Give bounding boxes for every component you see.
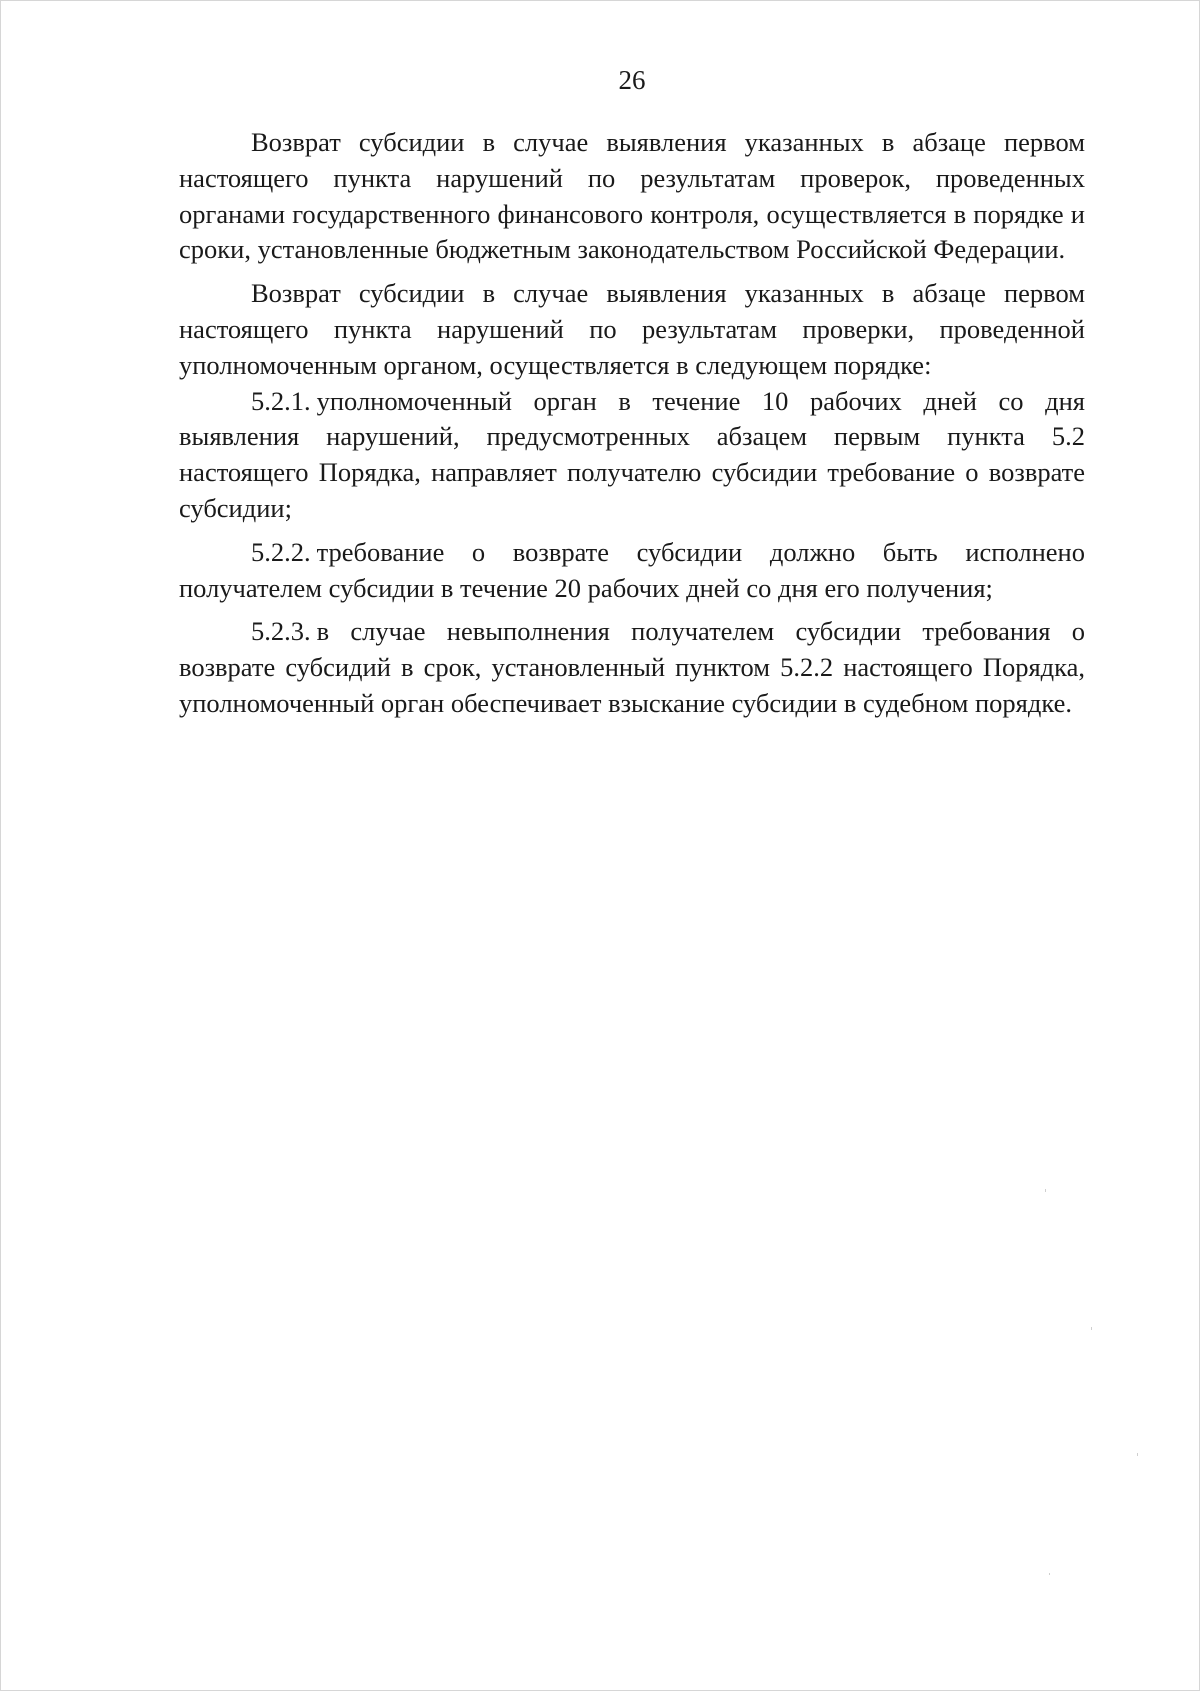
item-number: 5.2.1. [251,385,311,416]
document-body [179,125,1085,722]
item-text: уполномоченный орган в течение 10 рабочих дней со дня выявления нарушений, предусмотренных абзацем первым пункта 5.2 настоящего Порядка, направляет получателю субсидии требование о возврате субсидии; [179,385,1085,523]
item-text: требование о возврате субсидии должно быть исполнено получателем субсидии в течение 20 рабочих дней со дня его получения; [179,536,1085,603]
list-item-5-2-3 [179,614,1085,721]
paragraph-refund-state-control: Возврат субсидии в случае выявления указанных в абзаце первом настоящего пункта нарушений по результатам проверок, проведенных органами государственного финансового контроля, осуществляется в порядке и сроки, установленные бюджетным законодательством Российской Федерации. [179,127,1085,265]
scan-artifact [1045,1189,1046,1192]
scan-artifact [1137,1453,1138,1456]
scan-artifact [1091,1327,1092,1330]
item-number: 5.2.3. [251,616,311,647]
item-number: 5.2.2. [251,536,311,567]
scan-artifact [1049,1573,1050,1575]
item-text: в случае невыполнения получателем субсидии требования о возврате субсидий в срок, установленный пунктом 5.2.2 настоящего Порядка, уполномоченный орган обеспечивает взыскание субсидии в судебном порядке. [179,616,1085,718]
page-number: 26 [618,65,646,95]
paragraph-refund-authority-check: Возврат субсидии в случае выявления указанных в абзаце первом настоящего пункта нарушений по результатам проверки, проведенной уполномоченным органом, осуществляется в следующем порядке: [179,278,1085,380]
list-item-5-2-1 [179,384,1085,527]
list-item-5-2-2 [179,535,1085,607]
